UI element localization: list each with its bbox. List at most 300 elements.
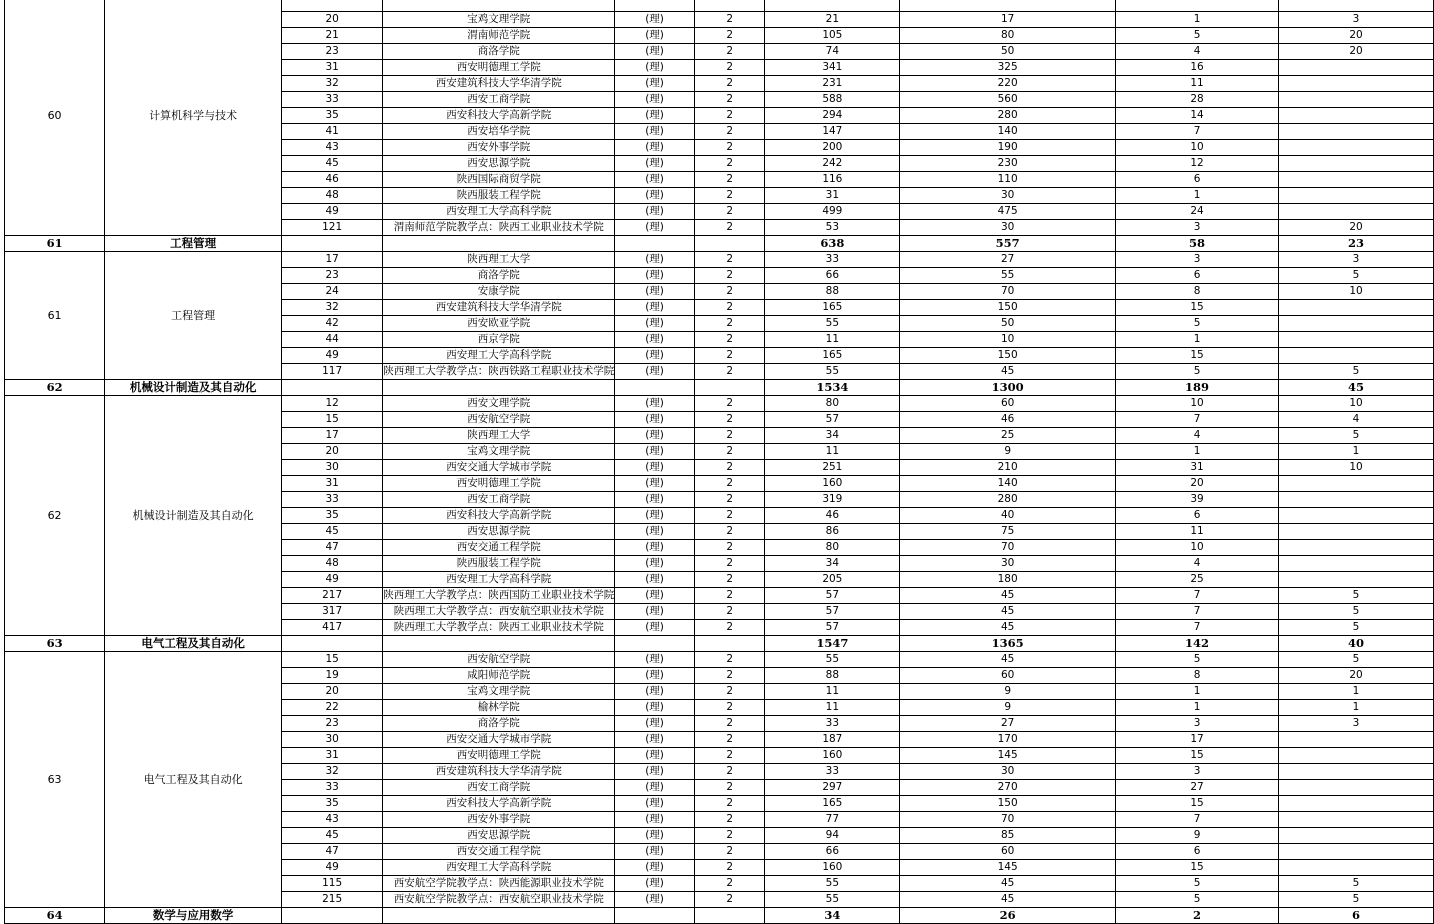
study-years: 2: [694, 860, 765, 876]
school-name: 西安工商学院: [383, 92, 615, 108]
school-code: 20: [282, 444, 383, 460]
study-years: 2: [694, 780, 765, 796]
total-regular: 26: [900, 908, 1116, 924]
total-major-name: 数学与应用数学: [105, 908, 282, 924]
school-code: [282, 0, 383, 12]
total-plan: 1534: [765, 380, 900, 396]
study-years: 2: [694, 524, 765, 540]
extra-count: 5: [1116, 316, 1279, 332]
plan-count: 57: [765, 588, 900, 604]
regular-count: 145: [900, 748, 1116, 764]
study-years: 2: [694, 44, 765, 60]
school-name: 陕西理工大学教学点：陕西工业职业技术学院: [383, 620, 615, 636]
extra-count: 4: [1116, 556, 1279, 572]
school-code: 215: [282, 892, 383, 908]
plan-count: 160: [765, 860, 900, 876]
subject-type: (理): [615, 524, 695, 540]
directed-count: [1279, 108, 1434, 124]
subject-type: (理): [615, 556, 695, 572]
school-code: 17: [282, 428, 383, 444]
study-years: 2: [694, 252, 765, 268]
school-code: 31: [282, 60, 383, 76]
plan-count: 66: [765, 268, 900, 284]
directed-count: [1279, 860, 1434, 876]
total-plan: 638: [765, 236, 900, 252]
directed-count: 5: [1279, 604, 1434, 620]
plan-count: 499: [765, 204, 900, 220]
plan-count: 55: [765, 892, 900, 908]
extra-count: 24: [1116, 204, 1279, 220]
extra-count: 17: [1116, 732, 1279, 748]
total-empty-type: [615, 636, 695, 652]
regular-count: 70: [900, 284, 1116, 300]
regular-count: 85: [900, 828, 1116, 844]
school-name: 西安交通工程学院: [383, 540, 615, 556]
regular-count: 9: [900, 700, 1116, 716]
school-name: 陕西理工大学: [383, 252, 615, 268]
plan-count: 165: [765, 300, 900, 316]
school-code: 15: [282, 412, 383, 428]
school-code: 47: [282, 540, 383, 556]
plan-count: 200: [765, 140, 900, 156]
plan-count: 88: [765, 284, 900, 300]
plan-count: 11: [765, 684, 900, 700]
school-code: 17: [282, 252, 383, 268]
directed-count: 5: [1279, 588, 1434, 604]
school-name: 西安理工大学高科学院: [383, 572, 615, 588]
regular-count: 140: [900, 476, 1116, 492]
regular-count: 325: [900, 60, 1116, 76]
major-total-row: [5, 636, 1434, 652]
extra-count: 5: [1116, 364, 1279, 380]
directed-count: [1279, 508, 1434, 524]
major-code: 63: [5, 652, 105, 908]
regular-count: 75: [900, 524, 1116, 540]
table-row: [5, 0, 1434, 12]
school-code: 24: [282, 284, 383, 300]
plan-count: 57: [765, 620, 900, 636]
plan-count: 297: [765, 780, 900, 796]
study-years: 2: [694, 620, 765, 636]
plan-count: 55: [765, 364, 900, 380]
plan-count: 160: [765, 748, 900, 764]
regular-count: 280: [900, 108, 1116, 124]
school-code: 32: [282, 764, 383, 780]
subject-type: (理): [615, 860, 695, 876]
school-name: 西安理工大学高科学院: [383, 348, 615, 364]
extra-count: 16: [1116, 60, 1279, 76]
school-code: 41: [282, 124, 383, 140]
plan-count: 88: [765, 668, 900, 684]
subject-type: (理): [615, 92, 695, 108]
study-years: 2: [694, 716, 765, 732]
plan-count: 94: [765, 828, 900, 844]
directed-count: [1279, 172, 1434, 188]
directed-count: 20: [1279, 44, 1434, 60]
study-years: 2: [694, 844, 765, 860]
extra-count: 27: [1116, 780, 1279, 796]
plan-count: 80: [765, 540, 900, 556]
study-years: 2: [694, 28, 765, 44]
subject-type: (理): [615, 60, 695, 76]
school-name: 西安交通工程学院: [383, 844, 615, 860]
regular-count: 45: [900, 652, 1116, 668]
subject-type: (理): [615, 780, 695, 796]
directed-count: [1279, 60, 1434, 76]
total-empty-years: [694, 380, 765, 396]
total-directed: 40: [1279, 636, 1434, 652]
school-code: 22: [282, 700, 383, 716]
plan-count: 21: [765, 12, 900, 28]
school-code: 115: [282, 876, 383, 892]
school-name: 西安交通大学城市学院: [383, 460, 615, 476]
school-code: 35: [282, 796, 383, 812]
study-years: 2: [694, 396, 765, 412]
plan-count: 294: [765, 108, 900, 124]
school-name: 西安理工大学高科学院: [383, 860, 615, 876]
plan-count: 80: [765, 396, 900, 412]
subject-type: (理): [615, 268, 695, 284]
school-name: 西安理工大学高科学院: [383, 204, 615, 220]
total-major-code: 63: [5, 636, 105, 652]
school-name: 渭南师范学院: [383, 28, 615, 44]
regular-count: 40: [900, 508, 1116, 524]
school-code: 31: [282, 748, 383, 764]
subject-type: (理): [615, 460, 695, 476]
directed-count: [1279, 156, 1434, 172]
extra-count: 10: [1116, 396, 1279, 412]
extra-count: 7: [1116, 812, 1279, 828]
directed-count: [1279, 796, 1434, 812]
school-code: 23: [282, 268, 383, 284]
regular-count: 110: [900, 172, 1116, 188]
table-row: [5, 252, 1434, 268]
extra-count: 7: [1116, 604, 1279, 620]
extra-count: 1: [1116, 188, 1279, 204]
total-major-name: 电气工程及其自动化: [105, 636, 282, 652]
study-years: 2: [694, 508, 765, 524]
extra-count: 10: [1116, 540, 1279, 556]
extra-count: 15: [1116, 348, 1279, 364]
school-name: 陕西理工大学教学点：陕西铁路工程职业技术学院: [383, 364, 615, 380]
subject-type: (理): [615, 684, 695, 700]
subject-type: (理): [615, 76, 695, 92]
directed-count: 5: [1279, 652, 1434, 668]
plan-count: 205: [765, 572, 900, 588]
study-years: 2: [694, 332, 765, 348]
subject-type: (理): [615, 44, 695, 60]
plan-count: 11: [765, 332, 900, 348]
directed-count: [1279, 124, 1434, 140]
extra-count: 6: [1116, 172, 1279, 188]
extra-count: 8: [1116, 668, 1279, 684]
regular-count: 145: [900, 860, 1116, 876]
extra-count: 8: [1116, 284, 1279, 300]
school-code: 217: [282, 588, 383, 604]
school-code: 32: [282, 76, 383, 92]
extra-count: 4: [1116, 44, 1279, 60]
extra-count: 31: [1116, 460, 1279, 476]
subject-type: (理): [615, 540, 695, 556]
extra-count: 4: [1116, 428, 1279, 444]
school-name: 商洛学院: [383, 716, 615, 732]
subject-type: (理): [615, 204, 695, 220]
school-name: 西安文理学院: [383, 396, 615, 412]
extra-count: 7: [1116, 412, 1279, 428]
school-code: 23: [282, 716, 383, 732]
extra-count: 7: [1116, 124, 1279, 140]
school-name: [383, 0, 615, 12]
extra-count: 9: [1116, 828, 1279, 844]
directed-count: [1279, 476, 1434, 492]
study-years: 2: [694, 828, 765, 844]
major-name: 工程管理: [105, 252, 282, 380]
regular-count: 150: [900, 796, 1116, 812]
regular-count: 60: [900, 844, 1116, 860]
directed-count: [1279, 0, 1434, 12]
school-name: 陕西服装工程学院: [383, 556, 615, 572]
school-code: 46: [282, 172, 383, 188]
school-code: 21: [282, 28, 383, 44]
subject-type: (理): [615, 172, 695, 188]
school-name: 西安欧亚学院: [383, 316, 615, 332]
subject-type: (理): [615, 588, 695, 604]
study-years: 2: [694, 108, 765, 124]
total-directed: 23: [1279, 236, 1434, 252]
subject-type: (理): [615, 796, 695, 812]
study-years: 2: [694, 700, 765, 716]
school-name: 西安交通大学城市学院: [383, 732, 615, 748]
school-code: 49: [282, 572, 383, 588]
regular-count: 140: [900, 124, 1116, 140]
directed-count: [1279, 732, 1434, 748]
school-name: 西安科技大学高新学院: [383, 796, 615, 812]
directed-count: 1: [1279, 444, 1434, 460]
plan-count: 55: [765, 876, 900, 892]
plan-count: 11: [765, 700, 900, 716]
total-directed: 45: [1279, 380, 1434, 396]
regular-count: 27: [900, 252, 1116, 268]
subject-type: (理): [615, 220, 695, 236]
regular-count: 45: [900, 876, 1116, 892]
directed-count: 5: [1279, 428, 1434, 444]
plan-count: 55: [765, 316, 900, 332]
study-years: 2: [694, 684, 765, 700]
study-years: 2: [694, 76, 765, 92]
subject-type: (理): [615, 252, 695, 268]
plan-count: 46: [765, 508, 900, 524]
directed-count: 10: [1279, 396, 1434, 412]
extra-count: 5: [1116, 652, 1279, 668]
regular-count: 45: [900, 364, 1116, 380]
subject-type: (理): [615, 668, 695, 684]
school-name: 渭南师范学院教学点：陕西工业职业技术学院: [383, 220, 615, 236]
study-years: 2: [694, 556, 765, 572]
total-major-code: 62: [5, 380, 105, 396]
regular-count: 50: [900, 316, 1116, 332]
directed-count: [1279, 556, 1434, 572]
subject-type: (理): [615, 844, 695, 860]
directed-count: [1279, 140, 1434, 156]
regular-count: 27: [900, 716, 1116, 732]
regular-count: 220: [900, 76, 1116, 92]
plan-count: 11: [765, 444, 900, 460]
regular-count: 45: [900, 604, 1116, 620]
subject-type: (理): [615, 476, 695, 492]
regular-count: 210: [900, 460, 1116, 476]
extra-count: 12: [1116, 156, 1279, 172]
extra-count: 11: [1116, 76, 1279, 92]
regular-count: 280: [900, 492, 1116, 508]
plan-count: 242: [765, 156, 900, 172]
subject-type: (理): [615, 300, 695, 316]
total-empty-code: [282, 636, 383, 652]
extra-count: 1: [1116, 12, 1279, 28]
subject-type: (理): [615, 364, 695, 380]
study-years: 2: [694, 652, 765, 668]
directed-count: [1279, 812, 1434, 828]
extra-count: 15: [1116, 796, 1279, 812]
directed-count: [1279, 828, 1434, 844]
regular-count: 70: [900, 812, 1116, 828]
school-code: 417: [282, 620, 383, 636]
plan-count: 147: [765, 124, 900, 140]
study-years: 2: [694, 764, 765, 780]
directed-count: 5: [1279, 620, 1434, 636]
directed-count: [1279, 76, 1434, 92]
subject-type: (理): [615, 156, 695, 172]
school-name: 西安科技大学高新学院: [383, 508, 615, 524]
school-name: 西安外事学院: [383, 140, 615, 156]
plan-count: 251: [765, 460, 900, 476]
total-major-name: 工程管理: [105, 236, 282, 252]
subject-type: (理): [615, 876, 695, 892]
study-years: 2: [694, 284, 765, 300]
enrollment-table: [4, 0, 1434, 924]
school-code: 49: [282, 204, 383, 220]
directed-count: 20: [1279, 28, 1434, 44]
study-years: 2: [694, 12, 765, 28]
directed-count: [1279, 332, 1434, 348]
school-code: 30: [282, 460, 383, 476]
major-name: 机械设计制造及其自动化: [105, 396, 282, 636]
extra-count: 5: [1116, 876, 1279, 892]
study-years: 2: [694, 732, 765, 748]
study-years: 2: [694, 428, 765, 444]
school-name: 商洛学院: [383, 268, 615, 284]
extra-count: 1: [1116, 684, 1279, 700]
regular-count: [900, 0, 1116, 12]
subject-type: (理): [615, 508, 695, 524]
school-name: 西安明德理工学院: [383, 476, 615, 492]
major-name: 计算机科学与技术: [105, 0, 282, 236]
study-years: 2: [694, 812, 765, 828]
school-code: 43: [282, 812, 383, 828]
plan-count: 57: [765, 412, 900, 428]
school-name: 西安建筑科技大学华清学院: [383, 764, 615, 780]
directed-count: 5: [1279, 364, 1434, 380]
study-years: 2: [694, 748, 765, 764]
school-name: 西安思源学院: [383, 156, 615, 172]
extra-count: 20: [1116, 476, 1279, 492]
plan-count: 74: [765, 44, 900, 60]
school-code: 23: [282, 44, 383, 60]
total-directed: 6: [1279, 908, 1434, 924]
subject-type: (理): [615, 124, 695, 140]
plan-count: 77: [765, 812, 900, 828]
extra-count: 15: [1116, 748, 1279, 764]
plan-count: 33: [765, 764, 900, 780]
subject-type: (理): [615, 284, 695, 300]
study-years: 2: [694, 412, 765, 428]
study-years: 2: [694, 124, 765, 140]
plan-count: 105: [765, 28, 900, 44]
major-total-row: [5, 236, 1434, 252]
subject-type: (理): [615, 28, 695, 44]
table-row: [5, 396, 1434, 412]
directed-count: [1279, 348, 1434, 364]
subject-type: (理): [615, 700, 695, 716]
plan-count: 341: [765, 60, 900, 76]
school-name: 宝鸡文理学院: [383, 12, 615, 28]
directed-count: [1279, 572, 1434, 588]
regular-count: 560: [900, 92, 1116, 108]
subject-type: (理): [615, 332, 695, 348]
plan-count: 66: [765, 844, 900, 860]
school-code: 33: [282, 780, 383, 796]
school-name: 陕西理工大学: [383, 428, 615, 444]
school-name: 陕西理工大学教学点：陕西国防工业职业技术学院: [383, 588, 615, 604]
extra-count: 1: [1116, 444, 1279, 460]
subject-type: (理): [615, 892, 695, 908]
regular-count: 25: [900, 428, 1116, 444]
subject-type: (理): [615, 396, 695, 412]
directed-count: [1279, 540, 1434, 556]
directed-count: 3: [1279, 252, 1434, 268]
study-years: 2: [694, 476, 765, 492]
regular-count: 10: [900, 332, 1116, 348]
study-years: 2: [694, 604, 765, 620]
plan-count: 34: [765, 556, 900, 572]
school-code: 19: [282, 668, 383, 684]
total-regular: 1365: [900, 636, 1116, 652]
table-body: [5, 0, 1434, 924]
total-plan: 34: [765, 908, 900, 924]
regular-count: 180: [900, 572, 1116, 588]
total-regular: 557: [900, 236, 1116, 252]
extra-count: 3: [1116, 220, 1279, 236]
school-name: 西安工商学院: [383, 780, 615, 796]
extra-count: 15: [1116, 300, 1279, 316]
school-code: 44: [282, 332, 383, 348]
extra-count: 25: [1116, 572, 1279, 588]
regular-count: 80: [900, 28, 1116, 44]
extra-count: 14: [1116, 108, 1279, 124]
study-years: 2: [694, 92, 765, 108]
major-code: 60: [5, 0, 105, 236]
total-extra: 189: [1116, 380, 1279, 396]
school-code: 15: [282, 652, 383, 668]
school-code: 33: [282, 92, 383, 108]
study-years: 2: [694, 892, 765, 908]
total-empty-school: [383, 380, 615, 396]
study-years: 2: [694, 300, 765, 316]
school-code: 47: [282, 844, 383, 860]
school-code: 12: [282, 396, 383, 412]
study-years: 2: [694, 172, 765, 188]
school-code: 117: [282, 364, 383, 380]
school-code: 45: [282, 156, 383, 172]
